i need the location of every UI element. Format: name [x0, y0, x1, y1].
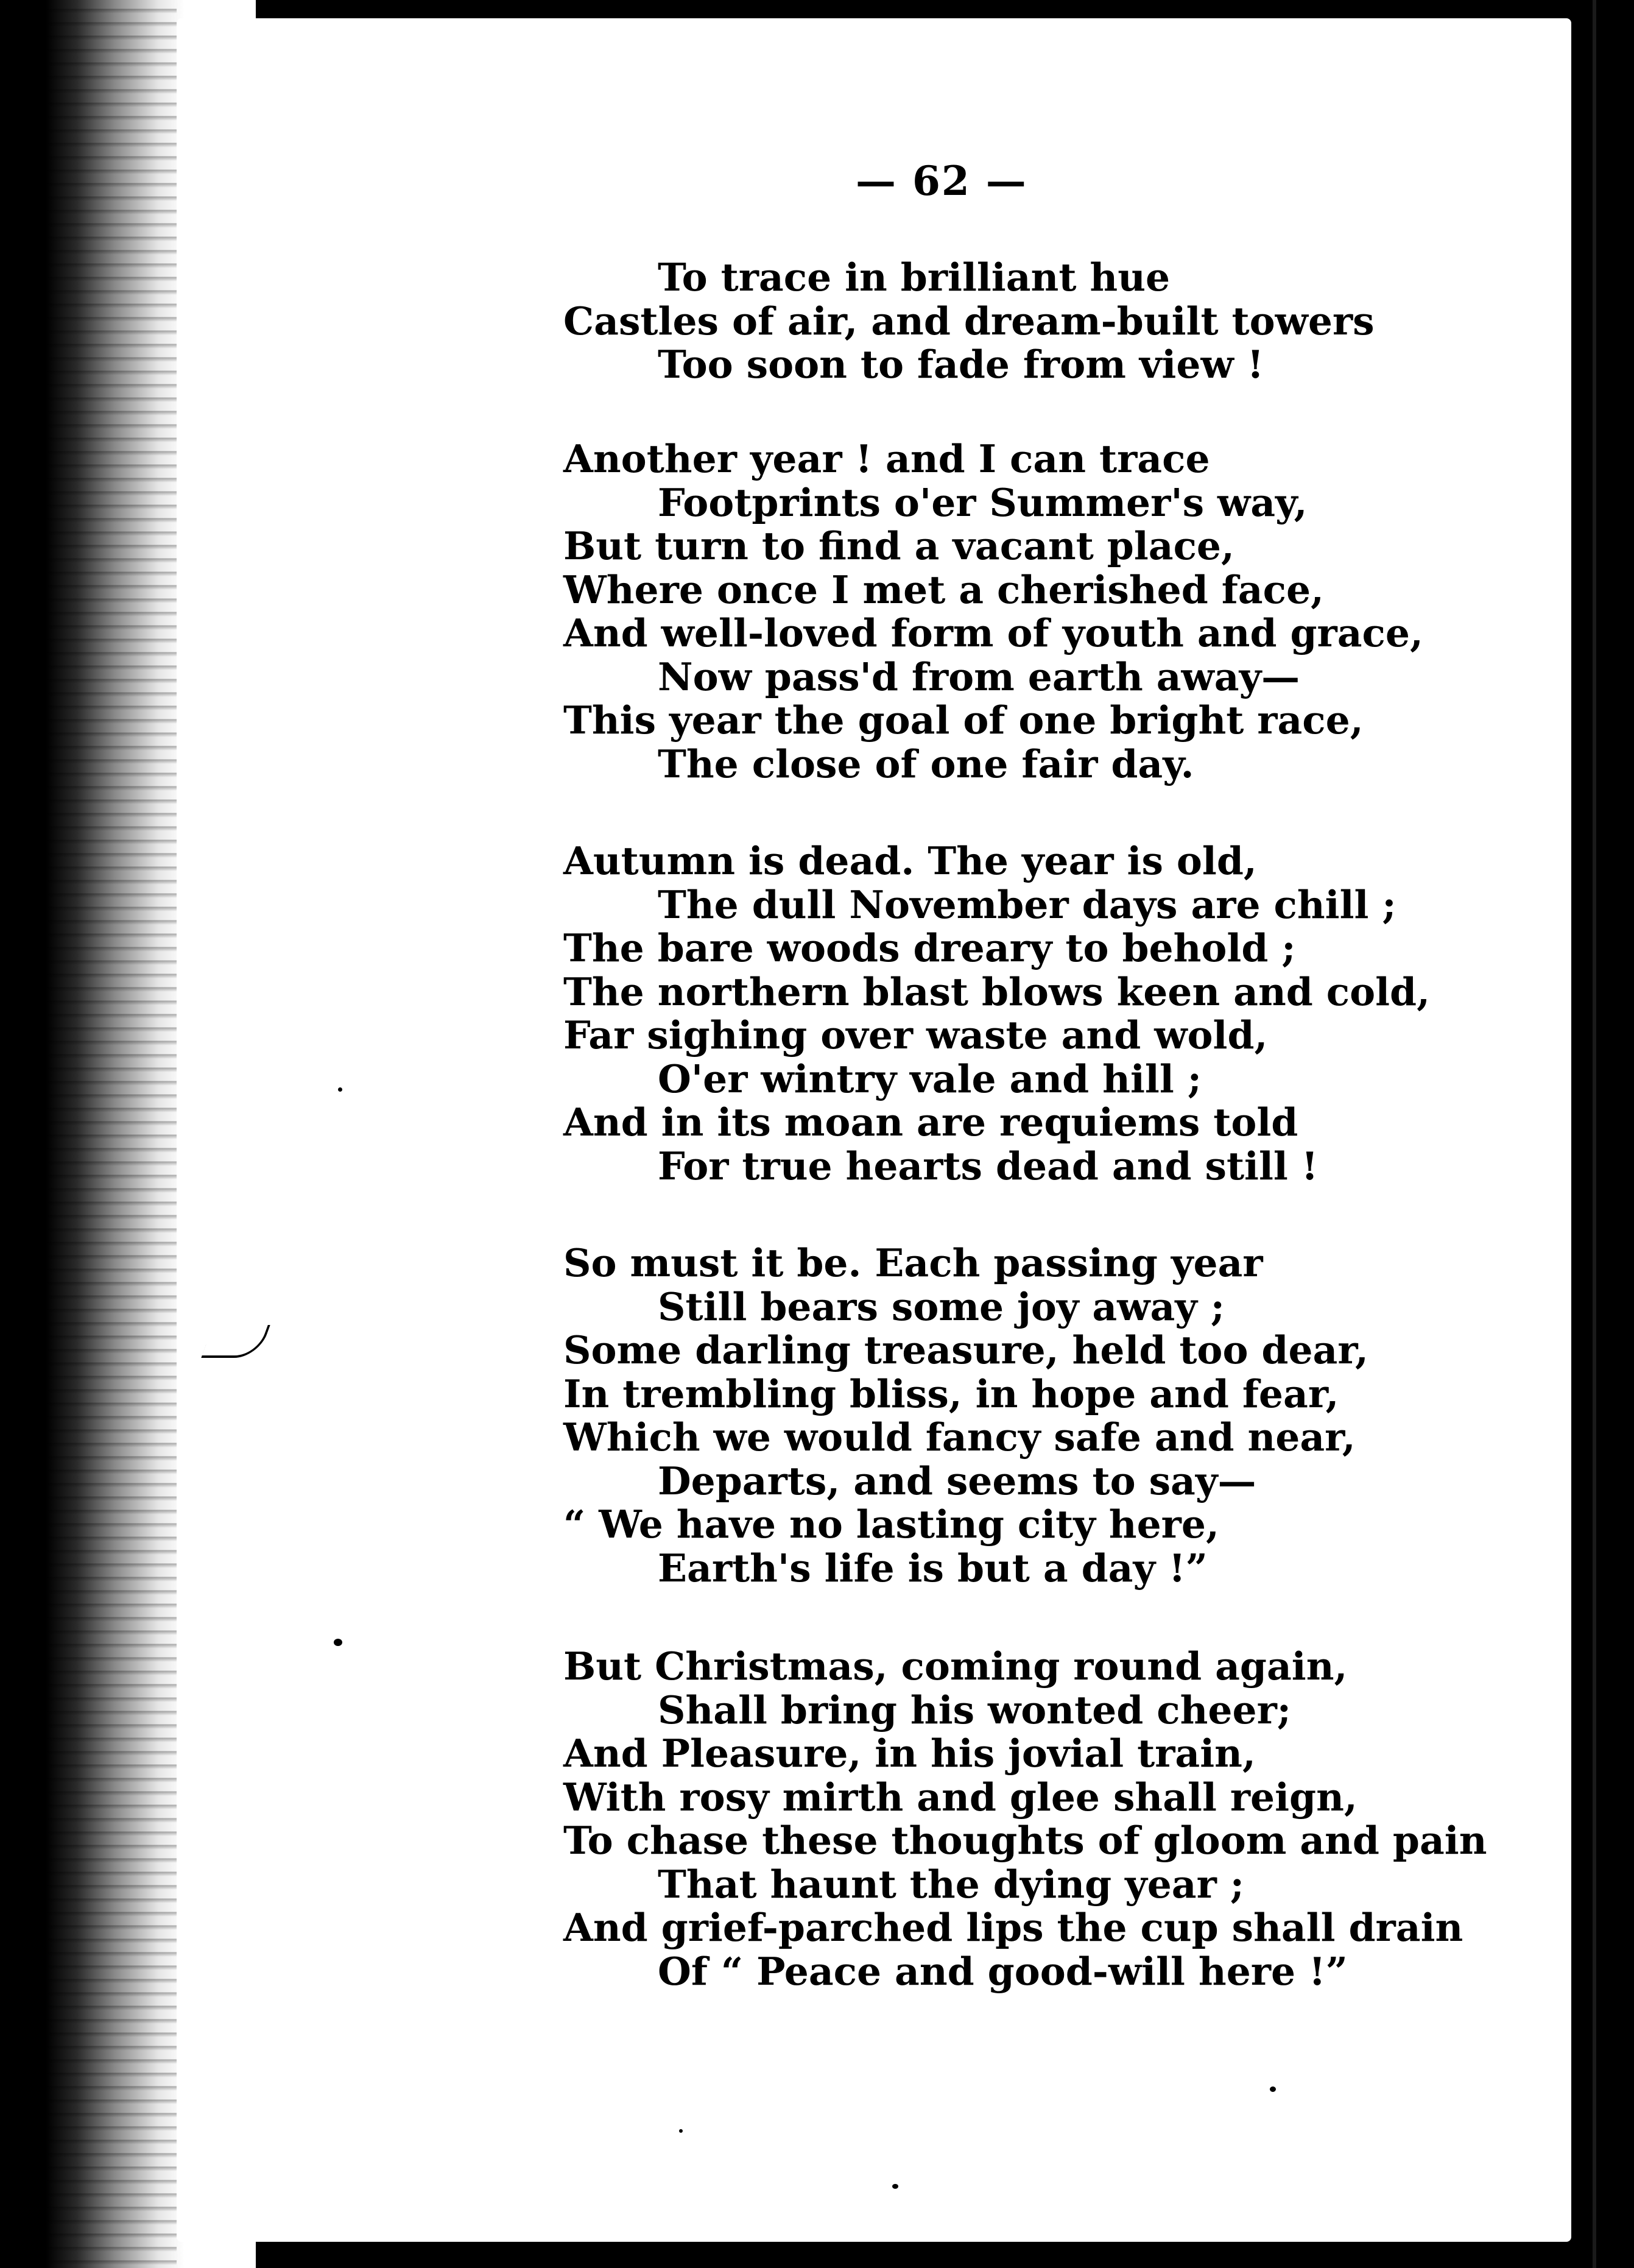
poem-line: Autumn is dead. The year is old,	[563, 838, 1257, 883]
page-number: — 62 —	[856, 157, 1027, 205]
stanza-5	[563, 1645, 1538, 1993]
ink-speck	[338, 1087, 342, 1092]
poem-line: But Christmas, coming round again,	[563, 1644, 1348, 1689]
stanza-4	[563, 1242, 1538, 1590]
scan-border-right	[1568, 0, 1634, 2268]
poem-line: Still bears some joy away ;	[658, 1284, 1225, 1329]
gutter-scan-streaks	[37, 0, 177, 2268]
poem-line: The bare woods dreary to behold ;	[563, 925, 1296, 970]
stanza-1	[563, 256, 1538, 387]
poem-line: To chase these thoughts of gloom and pain	[563, 1818, 1487, 1863]
poem-line: The close of one fair day.	[658, 741, 1194, 786]
poem-line: And Pleasure, in his jovial train,	[563, 1731, 1256, 1776]
scan-edge-line	[1593, 0, 1596, 2268]
poem-line: Castles of air, and dream-built towers	[563, 298, 1375, 344]
poem-line: So must it be. Each passing year	[563, 1240, 1263, 1285]
poem-line: Earth's life is but a day !”	[658, 1545, 1208, 1591]
poem-line: Too soon to fade from view !	[658, 342, 1264, 387]
poem-line: Departs, and seems to say—	[658, 1458, 1256, 1503]
poem-line: O'er wintry vale and hill ;	[658, 1056, 1202, 1101]
ink-speck	[892, 2184, 898, 2189]
poem-line: Which we would fancy safe and near,	[563, 1415, 1356, 1460]
poem-line: With rosy mirth and glee shall reign,	[563, 1774, 1358, 1820]
poem-line: Footprints o'er Summer's way,	[658, 479, 1308, 525]
poem-line: And grief-parched lips the cup shall drain	[563, 1905, 1463, 1950]
stanza-3	[563, 839, 1538, 1188]
poem-line: Where once I met a cherished face,	[563, 567, 1324, 612]
poem-line: Shall bring his wonted cheer;	[658, 1687, 1292, 1733]
poem-line: This year the goal of one bright race,	[563, 698, 1364, 743]
poem-line: Far sighing over waste and wold,	[563, 1012, 1268, 1058]
poem-line: The dull November days are chill ;	[658, 881, 1396, 927]
poem-line: That haunt the dying year ;	[658, 1861, 1244, 1907]
poem-line: To trace in brilliant hue	[658, 255, 1171, 300]
poem-line: And well-loved form of youth and grace,	[563, 610, 1423, 655]
ink-speck	[828, 2250, 836, 2256]
poem-line: Now pass'd from earth away—	[658, 654, 1300, 699]
poem-line: The northern blast blows keen and cold,	[563, 969, 1431, 1014]
poem-line: Of “ Peace and good-will here !”	[658, 1948, 1348, 1994]
poem-line: But turn to find a vacant place,	[563, 523, 1234, 568]
stanza-2	[563, 437, 1538, 786]
poem-line: Another year ! and I can trace	[563, 436, 1210, 481]
poem-line: In trembling bliss, in hope and fear,	[563, 1371, 1339, 1416]
ink-speck	[1270, 2086, 1276, 2092]
poem-line: Some darling treasure, held too dear,	[563, 1327, 1368, 1372]
ink-speck	[679, 2129, 683, 2133]
poem-line: “ We have no lasting city here,	[563, 1502, 1219, 1547]
poem-line: For true hearts dead and still !	[658, 1143, 1319, 1189]
ink-speck	[334, 1639, 342, 1646]
poem-line: And in its moan are requiems told	[563, 1100, 1298, 1145]
